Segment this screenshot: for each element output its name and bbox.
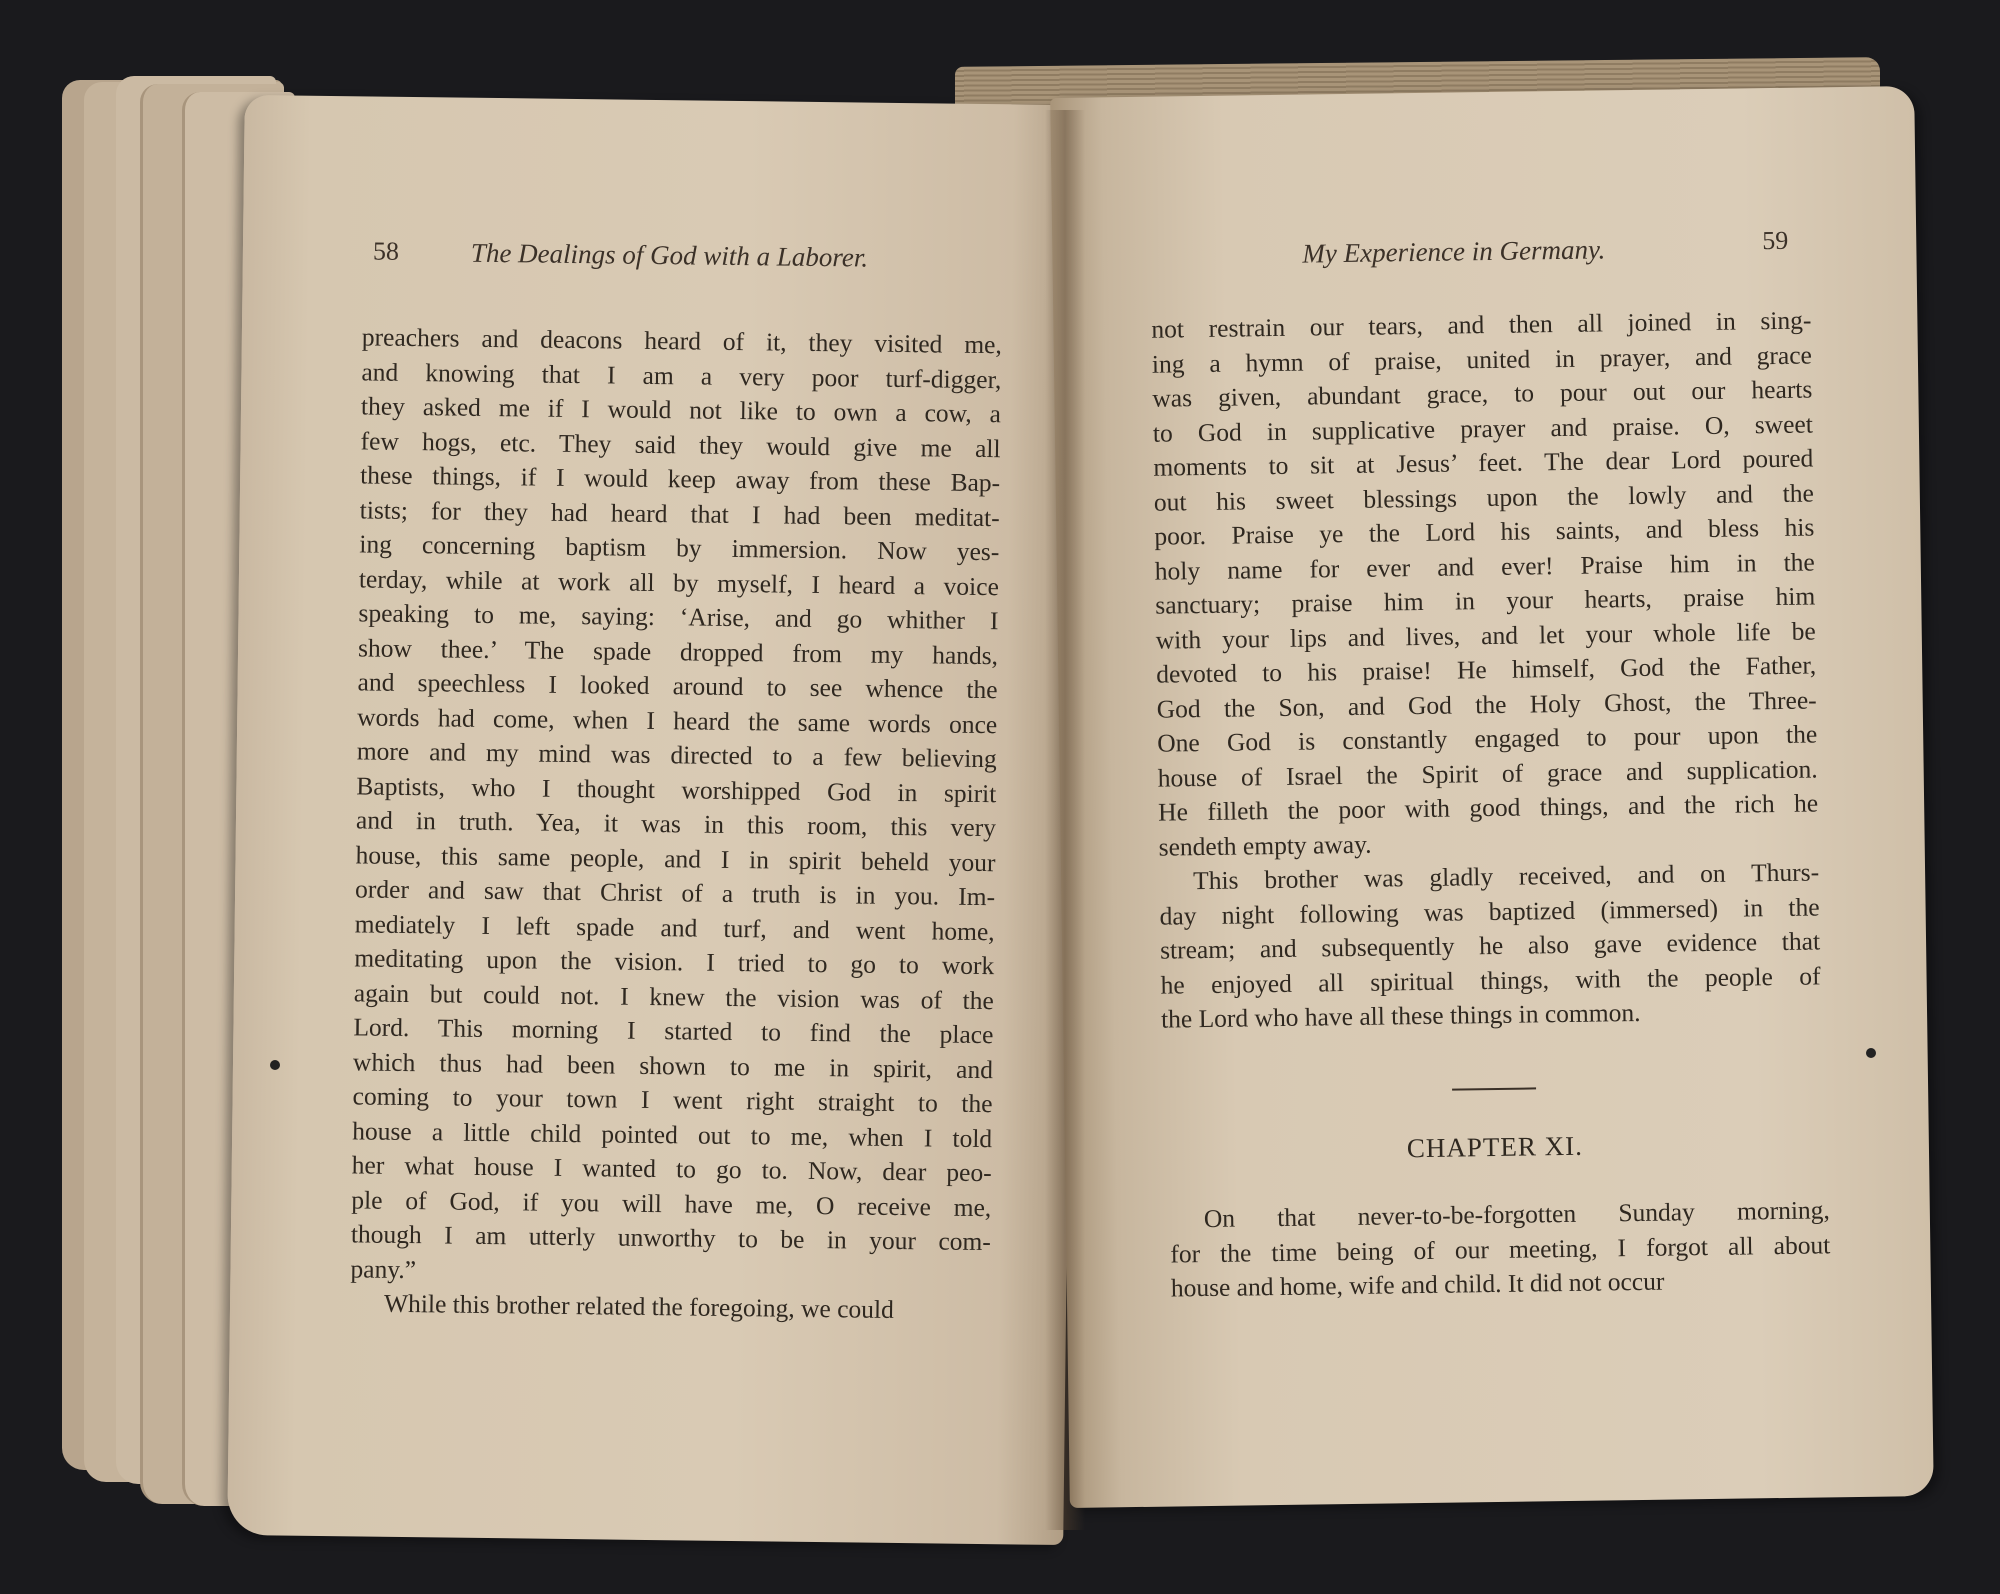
left-running-head: The Dealings of God with a Laborer. [470, 237, 869, 273]
text-line: mediately I left spade and turf, and went home, [354, 908, 995, 946]
book-gutter [1045, 110, 1085, 1530]
page-speck [270, 1060, 280, 1070]
text-line: not restrain our tears, and then all joined in sing- [1151, 305, 1812, 344]
text-line: and knowing that I am a very poor turf-digger, [361, 356, 1002, 394]
chapter-body [1170, 1193, 1831, 1306]
text-line: ing concerning baptism by immersion. Now yes- [359, 529, 1000, 567]
text-line: show thee.’ The spade dropped from my hands, [357, 632, 999, 670]
text-line: day night following was baptized (immersed) in the [1159, 891, 1820, 931]
text-line: tists; for they had heard that I had been meditat- [359, 494, 1000, 532]
section-divider [1452, 1087, 1536, 1090]
text-line: pany.” [350, 1253, 417, 1284]
text-line: order and saw that Christ of a truth is in you. Im- [354, 874, 996, 912]
text-line: with your lips and lives, and let your whole life be [1155, 615, 1816, 655]
text-line: house a little child pointed out to me, when I told [352, 1115, 993, 1153]
text-line: house and home, wife and child. It did not occur [1170, 1266, 1665, 1303]
left-page [227, 95, 1081, 1545]
right-page-header [1052, 226, 1916, 278]
text-line: was given, abundant grace, to pour out our hearts [1152, 374, 1813, 413]
text-line: God the Son, and God the Holy Ghost, the Three- [1156, 684, 1817, 724]
text-line: more and my mind was directed to a few believing [356, 736, 997, 774]
text-line: holy name for ever and ever! Praise him in the [1154, 546, 1815, 586]
text-line: This brother was gladly received, and on Thurs- [1192, 857, 1820, 896]
text-line: though I am utterly unworthy to be in your com- [350, 1219, 992, 1257]
text-line: words had come, when I heard the same words once [357, 701, 998, 739]
text-line: preachers and deacons heard of it, they visited me, [361, 322, 1003, 360]
text-line: and speechless I looked around to see whence the [357, 667, 998, 705]
text-line: One God is constantly engaged to pour upon the [1157, 719, 1818, 758]
text-line: for the time being of our meeting, I forgot all about [1170, 1229, 1831, 1269]
text-line: terday, while at work all by myself, I heard a voice [358, 563, 1000, 601]
text-line: speaking to me, saying: ‘Arise, and go whither I [358, 598, 999, 636]
text-line: stream; and subsequently he also gave evidence that [1159, 926, 1821, 965]
text-line: again but could not. I knew the vision was of the [353, 977, 995, 1015]
text-line: out his sweet blessings upon the lowly and the [1153, 477, 1814, 517]
text-line: and in truth. Yea, it was in this room, this very [355, 805, 997, 843]
text-line: poor. Praise ye the Lord his saints, and bless his [1154, 512, 1815, 551]
text-line: few hogs, etc. They said they would give me all [360, 425, 1001, 463]
text-line: her what house I wanted to go to. Now, dear peo- [351, 1150, 992, 1188]
text-line: devoted to his praise! He himself, God the Father, [1156, 650, 1817, 689]
text-line: meditating upon the vision. I tried to go to work [354, 943, 995, 981]
text-line: ple of God, if you will have me, O receive me, [351, 1184, 992, 1222]
right-page-body [1151, 303, 1821, 1037]
text-line: sendeth empty away. [1158, 829, 1372, 862]
text-line: Baptists, who I thought worshipped God in spirit [356, 770, 997, 808]
text-line: coming to your town I went right straight to the [352, 1081, 993, 1119]
text-line: ing a hymn of praise, united in prayer, and grace [1151, 339, 1813, 379]
text-line: While this brother related the foregoing, we could [383, 1288, 895, 1324]
text-line: On that never-to-be-forgotten Sunday morning, [1203, 1195, 1830, 1234]
left-page-number: 58 [372, 236, 400, 266]
right-page [1050, 86, 1934, 1508]
text-line: he enjoyed all spiritual things, with the people of [1160, 960, 1821, 1000]
text-line: to God in supplicative prayer and praise. O, sweet [1152, 408, 1814, 448]
left-page-header [243, 235, 1079, 285]
right-page-number: 59 [1762, 225, 1789, 256]
left-page-body [350, 320, 1002, 1328]
text-line: house of Israel the Spirit of grace and supplication. [1157, 753, 1818, 793]
right-running-head: My Experience in Germany. [1302, 234, 1606, 269]
text-line: which thus had been shown to me in spirit, and [352, 1046, 994, 1084]
text-line: Lord. This morning I started to find the place [353, 1012, 994, 1050]
text-line: the Lord who have all these things in common. [1160, 997, 1641, 1034]
text-line: they asked me if I would not like to own a cow, a [360, 391, 1002, 429]
text-line: these things, if I would keep away from these Bap- [360, 460, 1001, 498]
page-speck [1866, 1048, 1876, 1058]
text-line: house, this same people, and I in spirit beheld your [355, 839, 996, 877]
text-line: sanctuary; praise him in your hearts, praise him [1155, 581, 1816, 620]
text-line: He filleth the poor with good things, and the rich he [1157, 788, 1819, 827]
chapter-heading: CHAPTER XI. [1406, 1130, 1584, 1164]
text-line: moments to sit at Jesus’ feet. The dear Lord poured [1153, 443, 1814, 482]
